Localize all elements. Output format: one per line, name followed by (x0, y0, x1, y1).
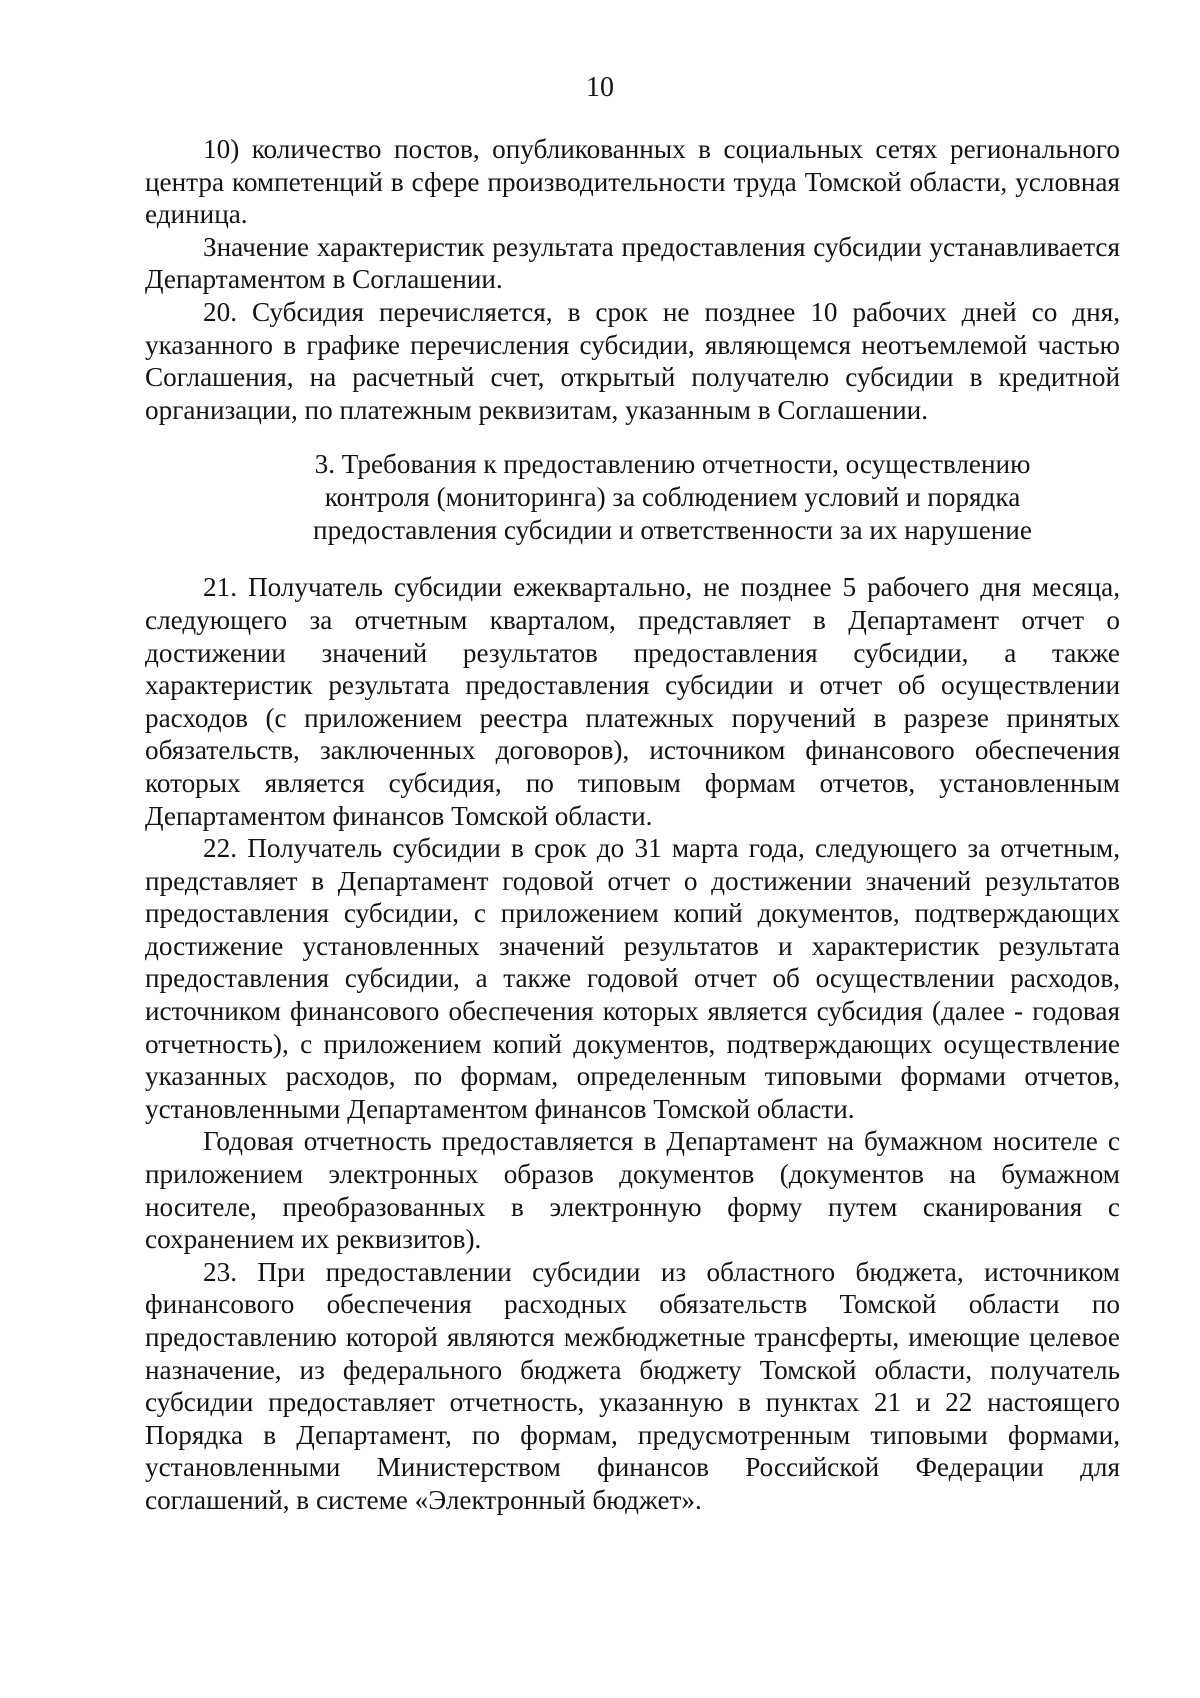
paragraph-20: 20. Субсидия перечисляется, в срок не позднее 10 рабочих дней со дня, указанного в графике перечисления субсидии, являющемся неотъемлемой частью Соглашения, на расчетный счет, открытый получателю субсидии в кредитной организации, по платежным реквизитам, указанным в Соглашении. (145, 296, 1120, 425)
section-heading-line-1: 3. Требования к предоставлению отчетности, осуществлению (314, 449, 1031, 480)
paragraph-characteristics-value: Значение характеристик результата предоставления субсидии устанавливается Департаментом в Соглашении. (145, 231, 1120, 295)
section-heading-line-2: контроля (мониторинга) за соблюдением условий и порядка (324, 482, 1021, 513)
page-number: 10 (586, 72, 614, 103)
paragraph-22: 22. Получатель субсидии в срок до 31 марта года, следующего за отчетным, представляет в Департамент годовой отчет о достижении значений результатов предоставления субсидии, с приложением копий документов, подтверждающих достижение установленных значений результатов и характеристик результата предоставления субсидии, а также годовой отчет об осуществлении расходов, источником финансового обеспечения которых является субсидия (далее - годовая отчетность), с приложением копий документов, подтверждающих осуществление указанных расходов, по формам, определенным типовыми формами отчетов, установленными Департаментом финансов Томской области. (145, 833, 1120, 1124)
paragraph-annual-reporting: Годовая отчетность предоставляется в Департамент на бумажном носителе с приложением электронных образов документов (документов на бумажном носителе, преобразованных в электронную форму путем сканирования с сохранением их реквизитов). (145, 1126, 1120, 1255)
paragraph-21: 21. Получатель субсидии ежеквартально, не позднее 5 рабочего дня месяца, следующего за отчетным кварталом, представляет в Департамент отчет о достижении значений результатов предоставления субсидии, а также характеристик результата предоставления субсидии и отчет об осуществлении расходов (с приложением реестра платежных поручений в разрезе принятых обязательств, заключенных договоров), источником финансового обеспечения которых является субсидия, по типовым формам отчетов, установленным Департаментом финансов Томской области. (145, 572, 1120, 831)
paragraph-item-10: 10) количество постов, опубликованных в социальных сетях регионального центра компетенций в сфере производительности труда Томской области, условная единица. (145, 134, 1120, 230)
section-heading (145, 448, 1120, 547)
paragraph-23: 23. При предоставлении субсидии из областного бюджета, источником финансового обеспечения расходных обязательств Томской области по предоставлению которой являются межбюджетные трансферты, имеющие целевое назначение, из федерального бюджета бюджету Томской области, получатель субсидии предоставляет отчетность, указанную в пунктах 21 и 22 настоящего Порядка в Департамент, по формам, предусмотренным типовыми формами, установленными Министерством финансов Российской Федерации для соглашений, в системе «Электронный бюджет». (145, 1256, 1120, 1515)
document-body (145, 133, 1120, 1517)
section-heading-line-3: предоставления субсидии и ответственности за их нарушение (313, 515, 1032, 546)
